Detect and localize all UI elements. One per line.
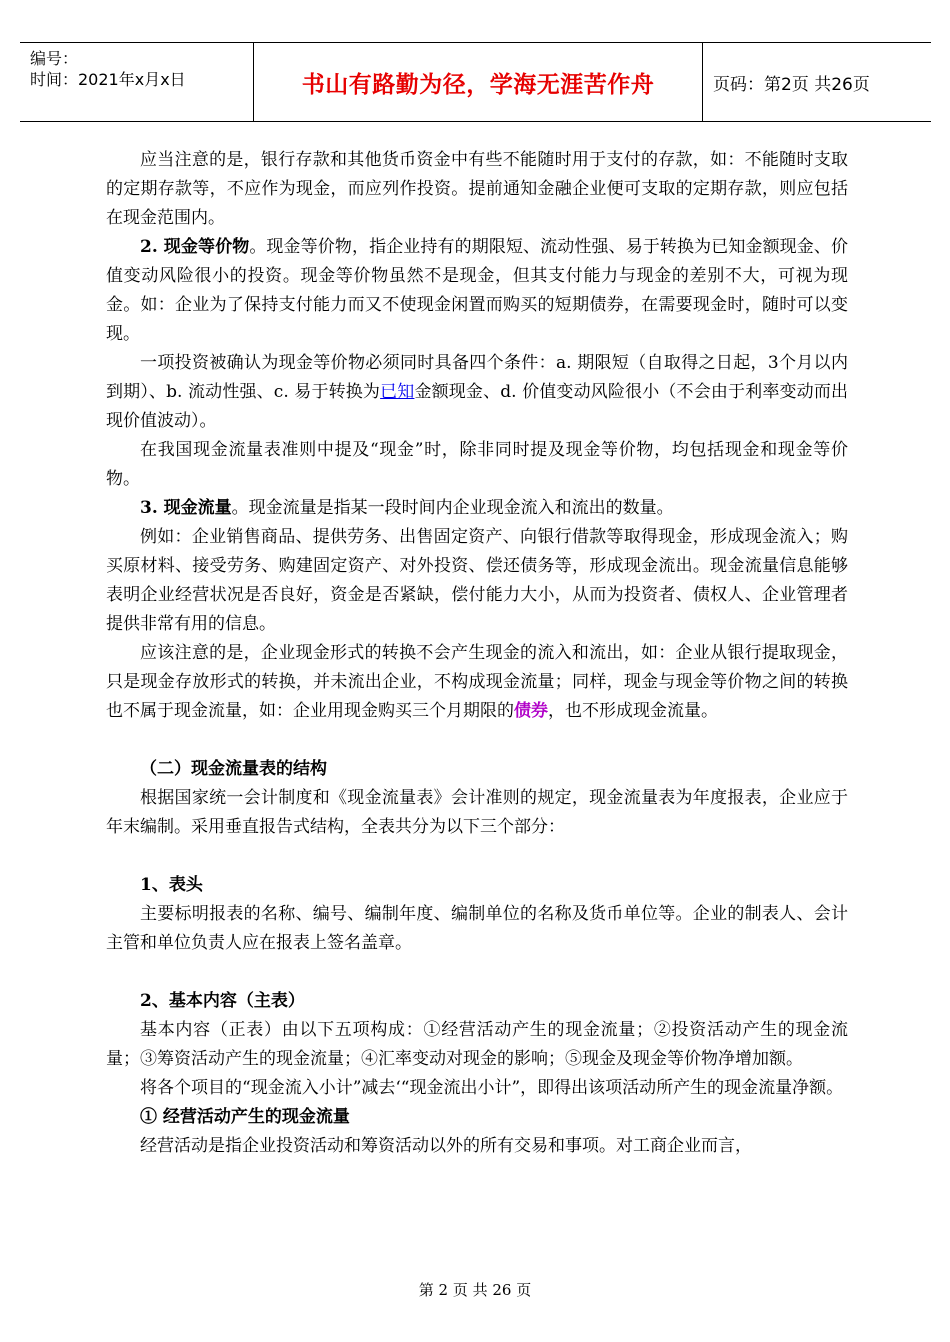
subsection-title: 2、基本内容（主表） <box>140 991 305 1011</box>
section-title: （二）现金流量表的结构 <box>140 759 327 779</box>
paragraph: 经营活动是指企业投资活动和筹资活动以外的所有交易和事项。对工商企业而言， <box>140 1136 752 1156</box>
paragraph-text: 。现金等价物，指企业持有的期限短、流动性强、易于转换为已知金额现金、价值变动风险很小的投资。现金等价物虽然不是现金，但其支付能力与现金的差别不大，可视为现金。如：企业为了保持支付能力而又不使现金闲置而购买的短期债券，在需要现金时，随时可以变现。 <box>106 237 849 344</box>
paragraph-conditions <box>106 349 848 436</box>
header-left-cell <box>20 43 254 121</box>
page-header <box>20 42 931 122</box>
paragraph-text: 应该注意的是，企业现金形式的转换不会产生现金的流入和流出，如：企业从银行提取现金，只是现金存放形式的转换，并未流出企业，不构成现金流量；同样，现金与现金等价物之间的转换也不属于现金流量，如：企业用现金购买三个月期限的 <box>106 643 848 721</box>
paragraph: 根据国家统一会计制度和《现金流量表》会计准则的规定，现金流量表为年度报表，企业应于年末编制。采用垂直报告式结构，全表共分为以下三个部分： <box>106 788 848 837</box>
spacer <box>106 726 848 755</box>
paragraph: 基本内容（正表）由以下五项构成：①经营活动产生的现金流量；②投资活动产生的现金流量；③筹资活动产生的现金流量；④汇率变动对现金的影响；⑤现金及现金等价物净增加额。 <box>106 1020 848 1069</box>
subsection-title: 1、表头 <box>140 875 203 895</box>
spacer <box>106 958 848 987</box>
paragraph: 在我国现金流量表准则中提及“现金”时，除非同时提及现金等价物，均包括现金和现金等价物。 <box>106 440 848 489</box>
document-time: 时间：2021年x月x日 <box>30 70 186 89</box>
item-title: ① 经营活动产生的现金流量 <box>140 1107 350 1127</box>
paragraph: 将各个项目的“现金流入小计”减去‘“现金流出小计”，即得出该项活动所产生的现金流量净额。 <box>140 1078 844 1098</box>
term-heading: 2. 现金等价物 <box>140 237 250 257</box>
bond-keyword: 债券 <box>514 701 548 721</box>
paragraph: 主要标明报表的名称、编号、编制年度、编制单位的名称及货币单位等。企业的制表人、会计主管和单位负责人应在报表上签名盖章。 <box>106 904 848 953</box>
paragraph-text: ，也不形成现金流量。 <box>548 701 718 721</box>
paragraph: 例如：企业销售商品、提供劳务、出售固定资产、向银行借款等取得现金，形成现金流入；购买原材料、接受劳务、购建固定资产、对外投资、偿还债务等，形成现金流出。现金流量信息能够表明企业经营状况是否良好，资金是否紧缺，偿付能力大小，从而为投资者、债权人、企业管理者提供非常有用的信息。 <box>106 527 848 634</box>
paragraph-note <box>106 639 848 726</box>
spacer <box>106 842 848 871</box>
page-number-info: 页码：第2页 共26页 <box>713 74 870 95</box>
term-heading: 3. 现金流量 <box>140 498 232 518</box>
paragraph: 应当注意的是，银行存款和其他货币资金中有些不能随时用于支付的存款，如：不能随时支取的定期存款等，不应作为现金，而应列作投资。提前通知金融企业便可支取的定期存款，则应包括在现金范围内。 <box>106 150 848 228</box>
paragraph-text: 一项投资被确认为现金等价物必须同时具备四个条件：a. 期限短（自取得之日起，3个月以内到期）、b. 流动性强、c. 易于转换为 <box>106 353 848 402</box>
motto-text: 书山有路勤为径，学海无涯苦作舟 <box>301 71 655 98</box>
paragraph-text: 。现金流量是指某一段时间内企业现金流入和流出的数量。 <box>231 498 674 518</box>
paragraph-text: 金额现金、d. 价值变动风险很小（不会由于利率变动而出现价值波动）。 <box>106 382 848 431</box>
document-body <box>106 146 848 1161</box>
page-footer: 第 2 页 共 26 页 <box>418 1281 532 1299</box>
paragraph-cash-equivalents <box>106 233 848 349</box>
document-number-label: 编号： <box>30 49 79 68</box>
header-page-cell <box>703 43 931 121</box>
known-link[interactable]: 已知 <box>380 382 415 402</box>
paragraph-cash-flow <box>106 494 848 523</box>
header-motto-cell <box>254 43 703 121</box>
